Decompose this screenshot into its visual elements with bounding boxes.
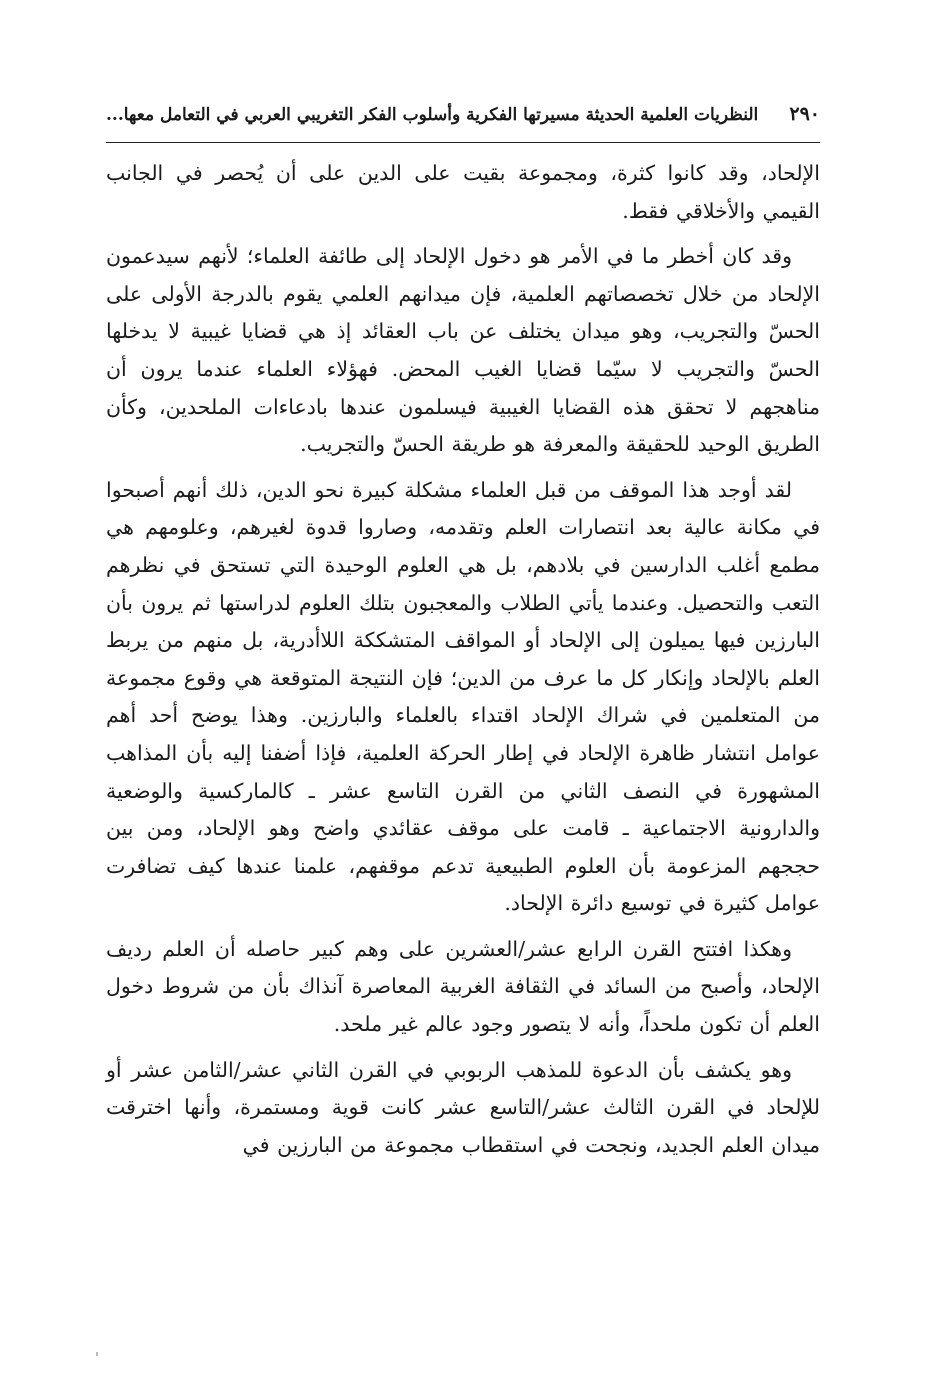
paragraph: وقد كان أخطر ما في الأمر هو دخول الإلحاد إلى طائفة العلماء؛ لأنهم سيدعمون الإلحاد من خلال تخصصاتهم العلمية، فإن ميدانهم العلمي يقوم بالدرجة الأولى على الحسّ والتجريب، وهو ميدان يختلف عن باب العقائد إذ هي قضايا غيبية لا يدخلها الحسّ والتجريب لا سيّما قضايا الغيب المحض. فهؤلاء العلماء عندما يرون أن مناهجهم لا تحقق هذه القضايا الغيبية فيسلمون عندها بادعاءات الملحدين، وكأن الطريق الوحيد للحقيقة والمعرفة هو طريقة الحسّ والتجريب. [106, 244, 820, 457]
scan-speck [96, 1352, 98, 1356]
running-header [106, 96, 820, 132]
book-page [106, 96, 820, 1172]
paragraph: وهو يكشف بأن الدعوة للمذهب الربوبي في القرن الثاني عشر/الثامن عشر أو للإلحاد في القرن الثالث عشر/التاسع عشر كانت قوية ومستمرة، وأنها اخترقت ميدان العلم الجديد، ونجحت في استقطاب مجموعة من البارزين في [106, 1057, 820, 1157]
body-text [106, 155, 820, 1164]
running-title: النظريات العلمية الحديثة مسيرتها الفكرية وأسلوب الفكر التغريبي العربي في التعامل معها... [106, 105, 759, 125]
paragraph-continuation: الإلحاد، وقد كانوا كثرة، ومجموعة بقيت على الدين على أن يُحصر في الجانب القيمي والأخلاقي فقط. [106, 161, 820, 223]
paragraph: لقد أوجد هذا الموقف من قبل العلماء مشكلة كبيرة نحو الدين، ذلك أنهم أصبحوا في مكانة عالية بعد انتصارات العلم وتقدمه، وصاروا قدوة لغيرهم، وعلومهم هي مطمع أغلب الدارسين في بلادهم، بل هي العلوم الوحيدة التي تستحق في نظرهم التعب والتحصيل. وعندما يأتي الطلاب والمعجبون بتلك العلوم لدراستها ثم يرون بأن البارزين فيها يميلون إلى الإلحاد أو المواقف المتشككة اللاأدرية، بل منهم من يربط العلم بالإلحاد وإنكار كل ما عرف من الدين؛ فإن النتيجة المتوقعة هي وقوع مجموعة من المتعلمين في شراك الإلحاد اقتداء بالعلماء والبارزين. وهذا يوضح أحد أهم عوامل انتشار ظاهرة الإلحاد في إطار الحركة العلمية، فإذا أضفنا إليه بأن المذاهب المشهورة في النصف الثاني من القرن التاسع عشر ـ كالماركسية والوضعية والدارونية الاجتماعية ـ قامت على موقف عقائدي واضح وهو الإلحاد، ومن بين حججهم المزعومة بأن العلوم الطبيعية تدعم موقفهم، علمنا عندها كيف تضافرت عوامل كثيرة في توسيع دائرة الإلحاد. [106, 477, 820, 916]
paragraph: وهكذا افتتح القرن الرابع عشر/العشرين على وهم كبير حاصله أن العلم رديف الإلحاد، وأصبح من السائد في الثقافة الغربية المعاصرة آنذاك بأن من شروط دخول العلم أن تكون ملحداً، وأنه لا يتصور وجود عالم غير ملحد. [106, 936, 820, 1037]
page-number: ٢٩٠ [789, 103, 820, 125]
header-rule [106, 142, 820, 143]
